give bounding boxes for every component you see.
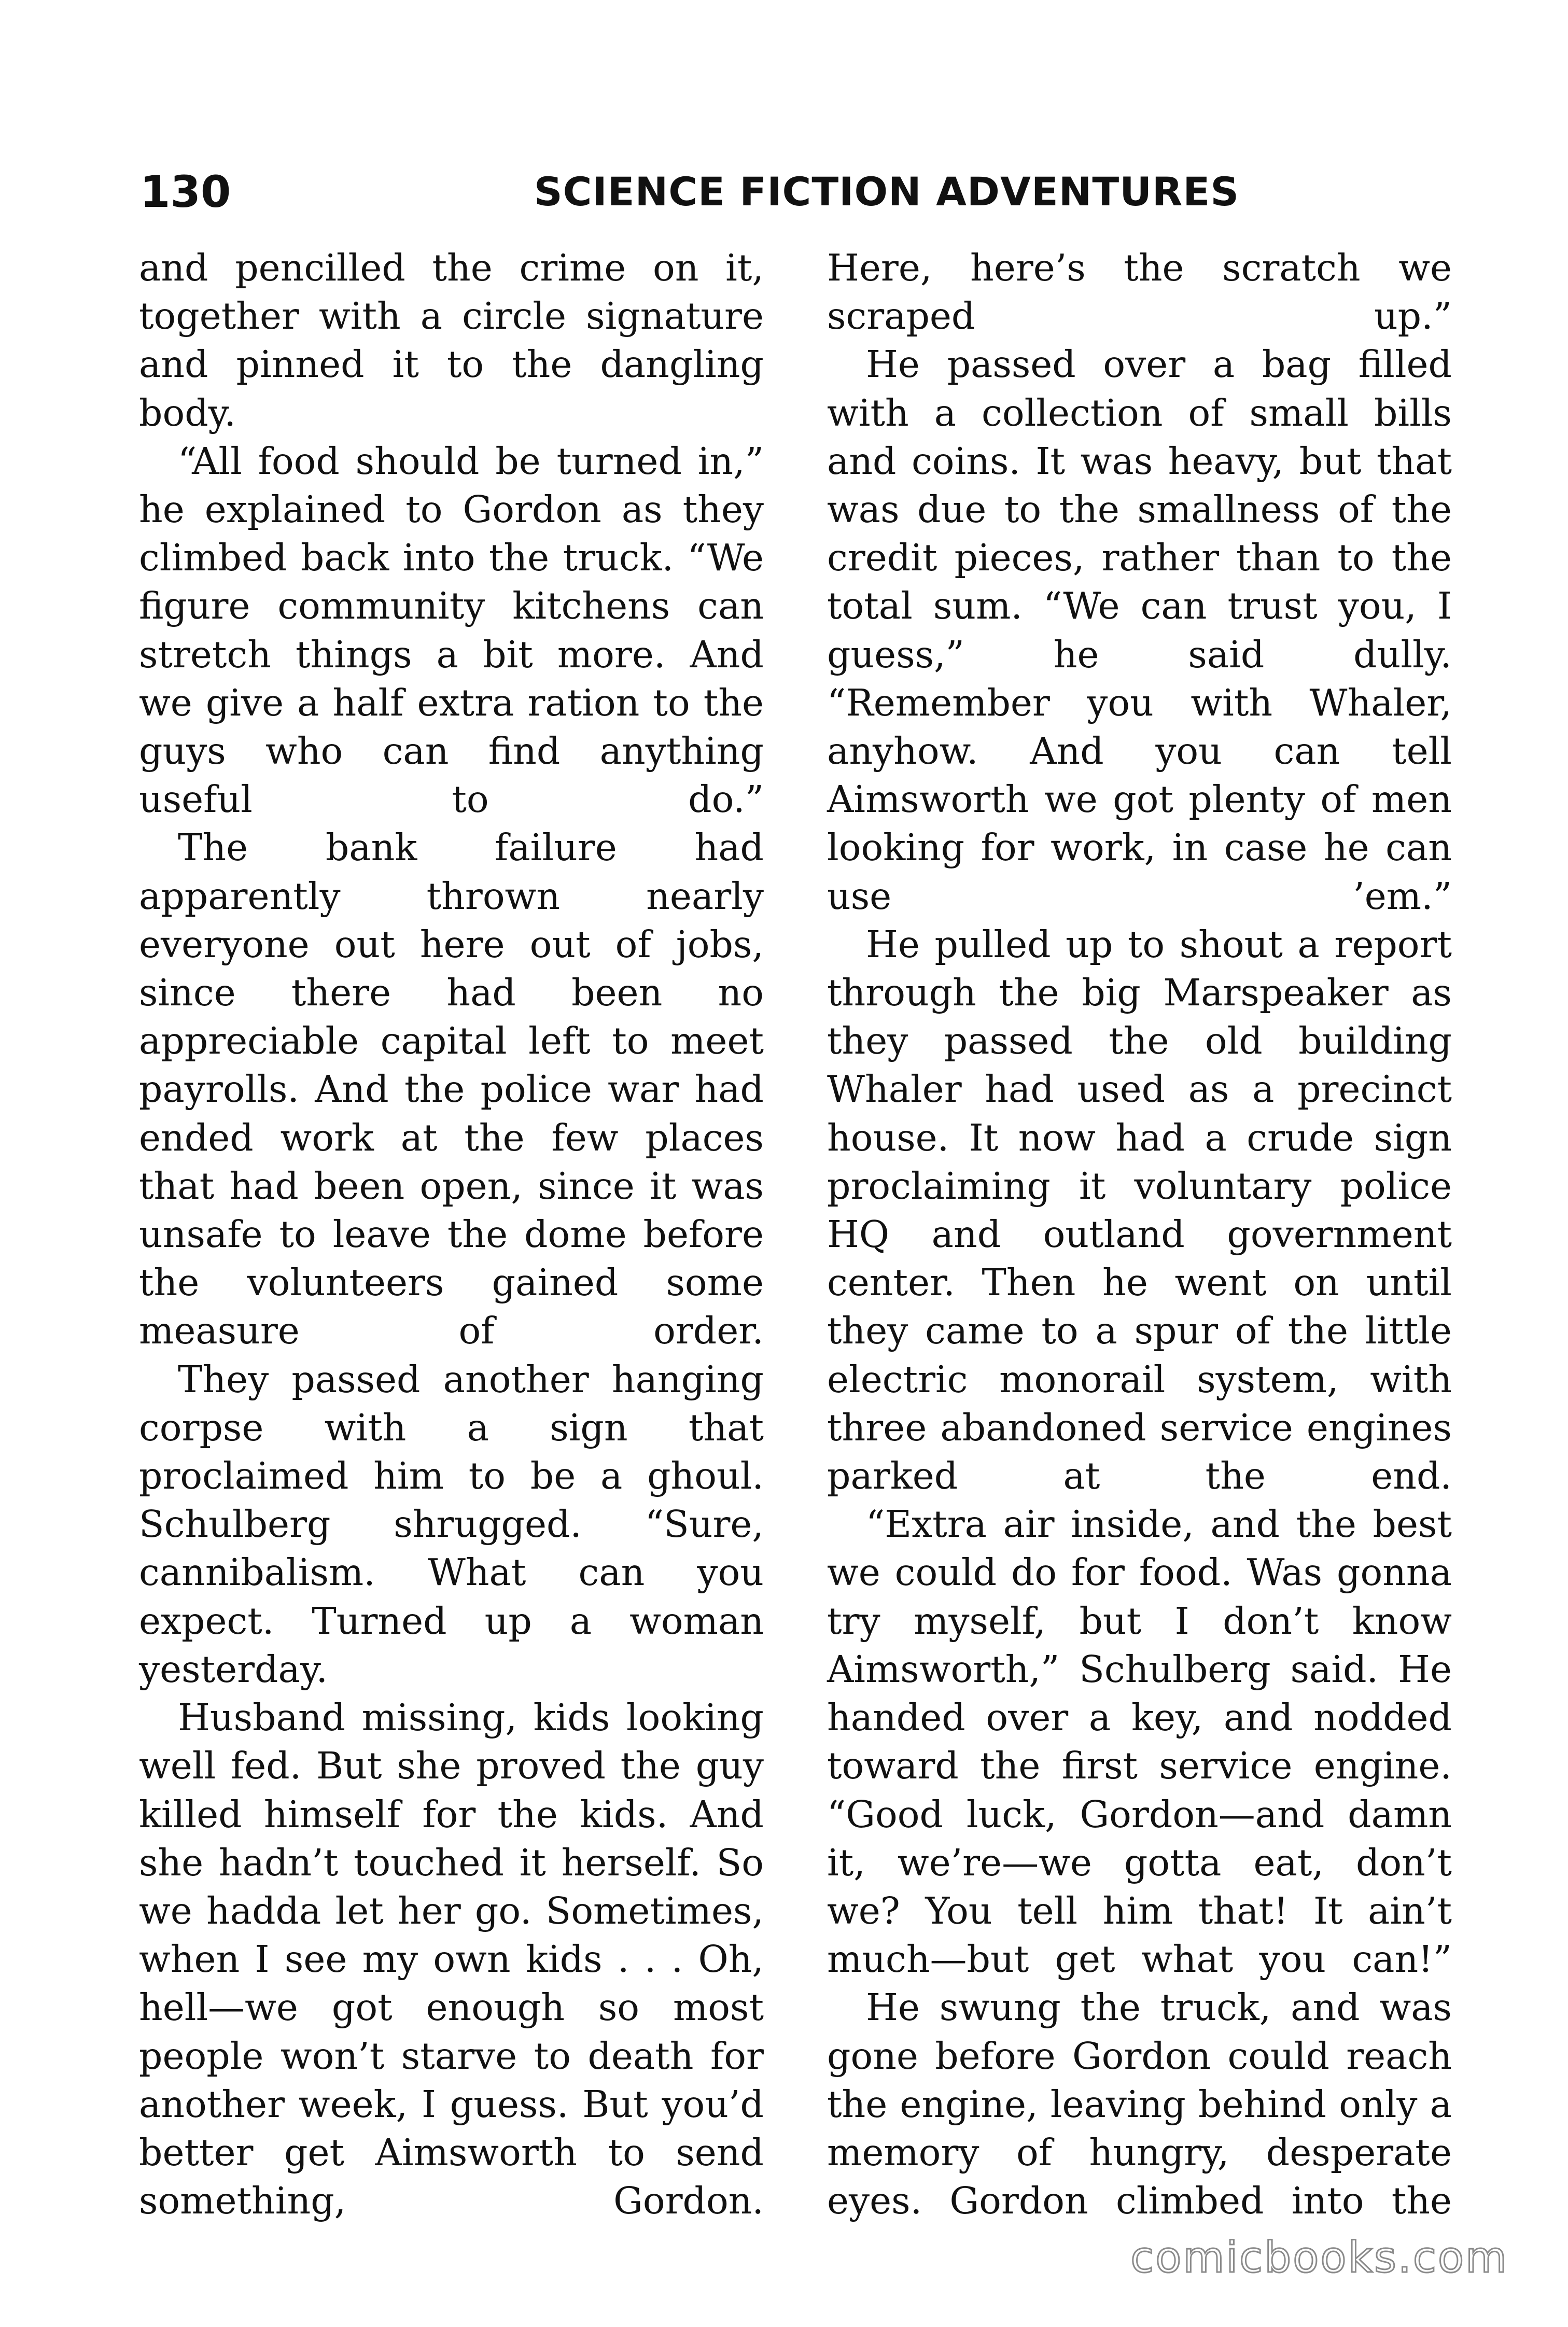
text-column-left: [139, 244, 764, 2225]
paragraph: “All food should be turned in,” he explained to Gordon as they climbed back into the truck. “We figure community kitchens can stretch things a bit more. And we give a half extra ration to the guys who can find anything useful to do.”: [139, 439, 764, 821]
paragraph: “Extra air inside, and the best we could do for food. Was gonna try myself, but I don’t know Aimsworth,” Schulberg said. He handed over a key, and nodded toward the first service engine. “Good luck, Gordon—and damn it, we’re—we gotta eat, don’t we? You tell him that! It ain’t much—but get what you can!”: [827, 1503, 1452, 1981]
page-number: 130: [140, 166, 231, 217]
text-column-right: [827, 244, 1452, 2225]
watermark: comicbooks.com: [1130, 2233, 1508, 2282]
paragraph: Husband missing, kids looking well fed. But she proved the guy killed himself for the kids. And she hadn’t touched it herself. So we hadda let her go. Sometimes, when I see my own kids . . . Oh, hell—we got enough so most people won’t starve to death for another week, I guess. But you’d better get Aimsworth to send something, Gordon.: [139, 1696, 764, 2223]
page-header: [140, 161, 1467, 223]
paragraph: He passed over a bag filled with a collection of small bills and coins. It was heavy, but that was due to the smallness of the credit pieces, rather than to the total sum. “We can trust you, I guess,” he said dully. “Remember you with Whaler, anyhow. And you can tell Aimsworth we got plenty of men looking for work, in case he can use ’em.”: [827, 343, 1452, 918]
paragraph: They passed another hanging corpse with a sign that proclaimed him to be a ghoul. Schulberg shrugged. “Sure, cannibalism. What can you expect. Turned up a woman yesterday.: [139, 1357, 764, 1691]
paragraph: He pulled up to shout a report through the big Marspeaker as they passed the old building Whaler had used as a precinct house. It now had a crude sign proclaiming it voluntary police HQ and outland government center. Then he went on until they came to a spur of the little electric monorail system, with three abandoned service engines parked at the end.: [827, 922, 1452, 1498]
paragraph: He swung the truck, and was gone before Gordon could reach the engine, leaving behind only a memory of hungry, desperate eyes. Gordon climbed into the: [827, 1986, 1452, 2223]
paragraph: The bank failure had apparently thrown nearly everyone out here out of jobs, since there had been no appreciable capital left to meet payrolls. And the police war had ended work at the few places that had been open, since it was unsafe to leave the dome before the volunteers gained some measure of order.: [139, 826, 764, 1353]
paragraph: Here, here’s the scratch we scraped up.”: [827, 246, 1452, 338]
paragraph: and pencilled the crime on it, together with a circle signature and pinned it to the dangling body.: [139, 246, 764, 434]
running-head: SCIENCE FICTION ADVENTURES: [534, 169, 1240, 215]
